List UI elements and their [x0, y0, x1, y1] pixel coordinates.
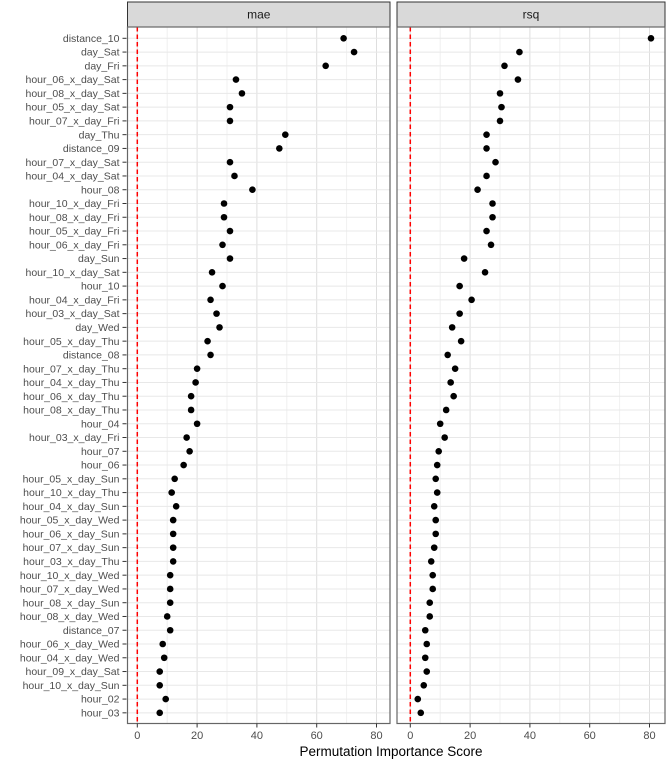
data-point — [489, 214, 496, 221]
data-point — [474, 186, 481, 193]
data-point — [458, 338, 465, 345]
data-point — [227, 104, 234, 111]
data-point — [207, 352, 214, 359]
data-point — [227, 228, 234, 235]
data-point — [340, 35, 347, 42]
data-point — [173, 503, 180, 510]
data-point — [492, 159, 499, 166]
data-point — [450, 393, 457, 400]
data-point — [443, 407, 450, 414]
data-point — [516, 49, 523, 56]
x-axis-tick-label: 20 — [463, 730, 477, 742]
data-point — [156, 682, 163, 689]
y-axis-label: hour_08_x_day_Wed — [19, 611, 120, 624]
data-point — [447, 379, 454, 386]
data-point — [429, 572, 436, 579]
data-point — [501, 63, 508, 70]
x-axis-tick-label: 40 — [523, 730, 537, 742]
y-axis-label: hour_05_x_day_Sat — [25, 101, 120, 114]
data-point — [435, 448, 442, 455]
x-axis-tick-label: 60 — [583, 730, 596, 742]
data-point — [434, 489, 441, 496]
data-point — [429, 586, 436, 593]
y-axis-label: day_Fri — [84, 60, 120, 73]
data-point — [194, 365, 201, 372]
data-point — [417, 710, 424, 717]
y-axis-label: hour_06_x_day_Fri — [29, 239, 120, 252]
data-point — [171, 476, 178, 483]
y-axis-label: hour_07_x_day_Sat — [25, 156, 120, 169]
data-point — [488, 241, 495, 248]
data-point — [497, 118, 504, 125]
y-axis-label: hour_03_x_day_Fri — [29, 432, 120, 445]
data-point — [239, 90, 246, 97]
data-point — [156, 710, 163, 717]
data-point — [170, 558, 177, 565]
y-axis-label: hour_08_x_day_Sat — [25, 87, 120, 100]
data-point — [432, 517, 439, 524]
data-point — [431, 503, 438, 510]
data-point — [483, 131, 490, 138]
data-point — [449, 324, 456, 331]
data-point — [456, 310, 463, 317]
data-point — [456, 283, 463, 290]
data-point — [468, 297, 475, 304]
y-axis-label: hour_04_x_day_Fri — [29, 294, 120, 307]
data-point — [227, 118, 234, 125]
data-point — [426, 613, 433, 620]
data-point — [231, 173, 238, 180]
data-point — [420, 682, 427, 689]
data-point — [204, 338, 211, 345]
data-point — [209, 269, 216, 276]
data-point — [498, 104, 505, 111]
data-point — [432, 531, 439, 538]
data-point — [482, 269, 489, 276]
data-point — [422, 627, 429, 634]
y-axis-label: hour_02 — [80, 693, 120, 706]
data-point — [161, 654, 168, 661]
y-axis-label: hour_07_x_day_Sun — [22, 542, 120, 555]
y-axis-label: hour_06_x_day_Thu — [23, 390, 120, 403]
data-point — [216, 324, 223, 331]
data-point — [162, 696, 169, 703]
data-point — [183, 434, 190, 441]
y-axis-label: hour_05_x_day_Fri — [29, 225, 120, 238]
data-point — [322, 63, 329, 70]
y-axis-label: hour_07_x_day_Thu — [23, 363, 120, 376]
data-point — [156, 668, 163, 675]
data-point — [648, 35, 655, 42]
data-point — [483, 173, 490, 180]
data-point — [221, 200, 228, 207]
y-axis-label: hour_05_x_day_Thu — [23, 335, 120, 348]
data-point — [180, 462, 187, 469]
y-axis-label: hour_07_x_day_Wed — [19, 583, 120, 596]
x-axis-tick-label: 0 — [134, 730, 141, 742]
y-axis-label: hour_05_x_day_Sun — [22, 473, 120, 486]
facet-panel-rsq — [397, 2, 665, 742]
y-axis-label: hour_10_x_day_Wed — [19, 569, 120, 582]
data-point — [170, 517, 177, 524]
data-point — [167, 586, 174, 593]
y-axis-label: hour_10_x_day_Fri — [29, 198, 120, 211]
y-axis-label: hour_03_x_day_Thu — [23, 556, 120, 569]
x-axis-tick-label: 20 — [190, 730, 204, 742]
data-point — [167, 627, 174, 634]
data-point — [219, 241, 226, 248]
data-point — [434, 462, 441, 469]
data-point — [489, 200, 496, 207]
y-axis-label: distance_10 — [62, 32, 120, 45]
data-point — [431, 544, 438, 551]
data-point — [432, 476, 439, 483]
data-point — [483, 145, 490, 152]
data-point — [207, 297, 214, 304]
y-axis-label: hour_03 — [80, 707, 120, 720]
x-axis-title: Permutation Importance Score — [299, 744, 483, 759]
data-point — [423, 668, 430, 675]
data-point — [351, 49, 358, 56]
data-point — [422, 654, 429, 661]
data-point — [168, 489, 175, 496]
data-point — [441, 434, 448, 441]
data-point — [452, 365, 459, 372]
y-axis-label: hour_06_x_day_Wed — [19, 638, 120, 651]
y-axis-label: day_Sun — [78, 253, 120, 266]
y-axis-label: hour_07_x_day_Fri — [29, 115, 120, 128]
y-axis-label: hour_10_x_day_Sat — [25, 266, 120, 279]
y-axis-label: hour_09_x_day_Sat — [25, 666, 120, 679]
x-axis-tick-label: 60 — [310, 730, 323, 742]
y-axis-label: hour_04_x_day_Sat — [25, 170, 120, 183]
data-point — [428, 558, 435, 565]
data-point — [159, 641, 166, 648]
data-point — [276, 145, 283, 152]
y-axis-label: hour_08_x_day_Thu — [23, 404, 120, 417]
data-point — [188, 393, 195, 400]
y-axis-label: day_Thu — [78, 129, 120, 142]
x-axis-tick-label: 80 — [643, 730, 656, 742]
y-axis-label: hour_10_x_day_Thu — [23, 487, 120, 500]
y-axis-label: hour_08 — [80, 184, 120, 197]
y-axis-label: distance_08 — [62, 349, 120, 362]
facet-panel-mae — [128, 2, 391, 742]
data-point — [170, 531, 177, 538]
y-axis-label: hour_10_x_day_Sun — [22, 679, 120, 692]
y-axis-label: hour_06_x_day_Sat — [25, 74, 120, 87]
facet-strip-label: rsq — [522, 7, 540, 22]
y-axis-label: day_Wed — [75, 321, 120, 334]
y-axis-label: hour_06_x_day_Sun — [22, 528, 120, 541]
data-point — [164, 613, 171, 620]
y-axis-label: hour_03_x_day_Sat — [25, 308, 120, 321]
data-point — [188, 407, 195, 414]
data-point — [461, 255, 468, 262]
data-point — [186, 448, 193, 455]
y-axis-label: hour_06 — [80, 459, 120, 472]
data-point — [194, 420, 201, 427]
data-point — [483, 228, 490, 235]
data-point — [233, 76, 240, 83]
x-axis-tick-label: 0 — [407, 730, 414, 742]
data-point — [221, 214, 228, 221]
data-point — [249, 186, 256, 193]
y-axis-label: day_Sat — [80, 46, 120, 59]
x-axis-tick-label: 40 — [250, 730, 264, 742]
data-point — [444, 352, 451, 359]
data-point — [170, 544, 177, 551]
data-point — [423, 641, 430, 648]
y-axis-label: hour_08_x_day_Sun — [22, 597, 120, 610]
data-point — [167, 572, 174, 579]
data-point — [227, 255, 234, 262]
y-axis-label: distance_09 — [62, 143, 120, 156]
data-point — [426, 599, 433, 606]
data-point — [437, 420, 444, 427]
y-axis-label: hour_04_x_day_Thu — [23, 377, 120, 390]
y-axis-label: hour_05_x_day_Wed — [19, 514, 120, 527]
data-point — [213, 310, 220, 317]
facet-strip-label: mae — [247, 7, 271, 22]
y-axis-label: hour_07 — [80, 445, 120, 458]
data-point — [515, 76, 522, 83]
data-point — [282, 131, 289, 138]
data-point — [167, 599, 174, 606]
y-axis-label: hour_08_x_day_Fri — [29, 211, 120, 224]
data-point — [192, 379, 199, 386]
panel-background — [397, 27, 665, 724]
data-point — [497, 90, 504, 97]
y-axis-label: hour_04_x_day_Wed — [19, 652, 120, 665]
y-axis-label: hour_04_x_day_Sun — [22, 500, 120, 513]
data-point — [414, 696, 421, 703]
data-point — [219, 283, 226, 290]
y-axis-label: distance_07 — [62, 624, 120, 637]
y-axis-label: hour_10 — [80, 280, 120, 293]
x-axis-tick-label: 80 — [370, 730, 383, 742]
y-axis-label: hour_04 — [80, 418, 120, 431]
data-point — [227, 159, 234, 166]
